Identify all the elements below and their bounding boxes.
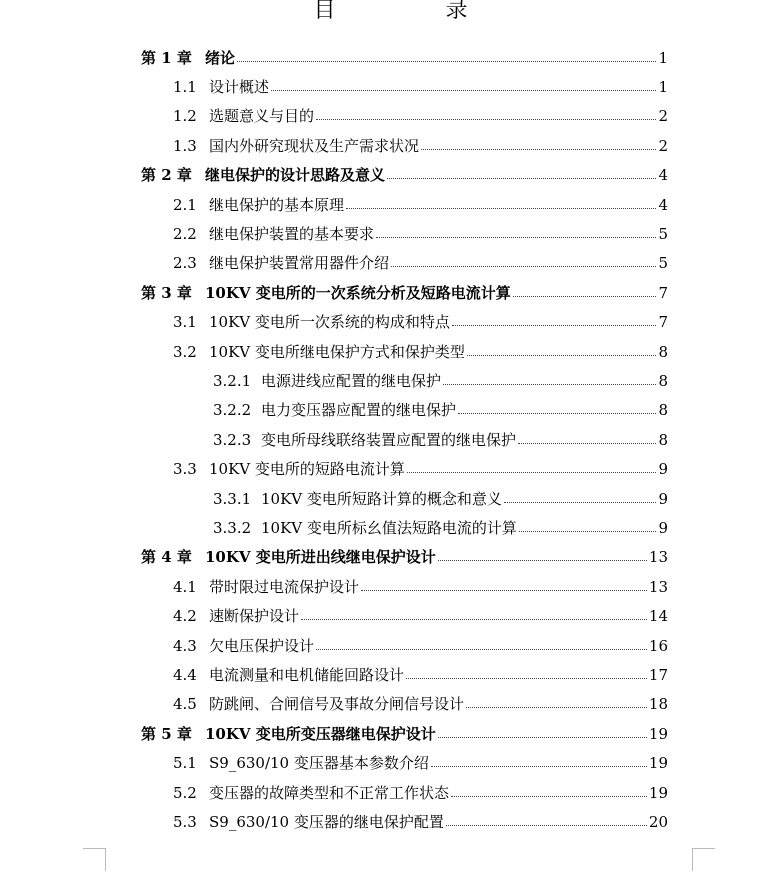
toc-leader-dots bbox=[376, 236, 656, 238]
page-title: 目 录 bbox=[313, 0, 512, 23]
toc-leader-dots bbox=[452, 324, 657, 326]
toc-entry-page: 2 bbox=[658, 107, 668, 126]
toc-leader-dots bbox=[519, 530, 657, 532]
toc-entry-title: 10KV 变电所继电保护方式和保护类型 bbox=[209, 342, 465, 361]
toc-entry-page: 18 bbox=[648, 695, 668, 714]
toc-entry-page: 5 bbox=[658, 225, 668, 244]
toc-entry[interactable] bbox=[141, 543, 668, 572]
toc-entry-page: 1 bbox=[658, 48, 668, 67]
toc-entry[interactable] bbox=[213, 396, 668, 425]
toc-entry-page: 8 bbox=[658, 401, 668, 420]
toc-entry-number: 3.1 bbox=[173, 313, 197, 332]
toc-entry-number: 第 2 章 bbox=[141, 166, 192, 185]
toc-entry-number: 3.3.2 bbox=[213, 519, 252, 538]
toc-entry-number: 3.3.1 bbox=[213, 489, 252, 508]
toc-leader-dots bbox=[446, 824, 647, 826]
toc-entry-number: 3.2.2 bbox=[213, 401, 252, 420]
toc-entry-title: 10KV 变电所标幺值法短路电流的计算 bbox=[261, 519, 517, 538]
toc-entry[interactable] bbox=[173, 572, 668, 601]
toc-entry-title: 选题意义与目的 bbox=[209, 107, 315, 126]
toc-entry-title: 10KV 变电所一次系统的构成和特点 bbox=[209, 313, 450, 332]
toc-entry[interactable] bbox=[173, 807, 668, 836]
toc-entry-page: 19 bbox=[648, 724, 668, 743]
toc-entry[interactable] bbox=[173, 337, 668, 366]
toc-entry-number: 2.2 bbox=[173, 225, 197, 244]
toc-leader-dots bbox=[387, 177, 656, 179]
toc-entry-page: 8 bbox=[658, 342, 668, 361]
toc-entry-title: S9_630/10 变压器的继电保护配置 bbox=[209, 813, 444, 832]
toc-entry-title: 速断保护设计 bbox=[209, 607, 300, 626]
toc-leader-dots bbox=[438, 559, 647, 561]
toc-entry[interactable] bbox=[213, 366, 668, 395]
toc-leader-dots bbox=[504, 501, 657, 503]
toc-entry-number: 4.2 bbox=[173, 607, 197, 626]
toc-entry-title: 电流测量和电机储能回路设计 bbox=[209, 666, 405, 685]
toc-entry-number: 4.3 bbox=[173, 636, 197, 655]
toc-leader-dots bbox=[431, 765, 647, 767]
toc-entry[interactable] bbox=[173, 749, 668, 778]
toc-entry-page: 17 bbox=[648, 666, 668, 685]
toc-entry-title: 电力变压器应配置的继电保护 bbox=[261, 401, 457, 420]
toc-entry-page: 8 bbox=[658, 372, 668, 391]
toc-entry-title: 国内外研究现状及生产需求状况 bbox=[209, 136, 420, 155]
crop-mark-right bbox=[692, 848, 715, 871]
toc-entry-title: 设计概述 bbox=[209, 78, 270, 97]
toc-entry-number: 1.1 bbox=[173, 78, 197, 97]
toc-entry-page: 20 bbox=[648, 813, 668, 832]
toc-entry[interactable] bbox=[173, 602, 668, 631]
toc-leader-dots bbox=[443, 383, 656, 385]
toc-entry[interactable] bbox=[173, 249, 668, 278]
toc-entry[interactable] bbox=[173, 219, 668, 248]
toc-entry-page: 7 bbox=[658, 313, 668, 332]
toc-entry-title: 绪论 bbox=[205, 48, 236, 67]
toc-entry-title: 变压器的故障类型和不正常工作状态 bbox=[209, 783, 450, 802]
toc-entry-number: 2.1 bbox=[173, 195, 197, 214]
toc-entry[interactable] bbox=[141, 278, 668, 307]
toc-leader-dots bbox=[466, 706, 647, 708]
toc-entry[interactable] bbox=[173, 102, 668, 131]
toc-entry-number: 3.3 bbox=[173, 460, 197, 479]
toc-entry[interactable] bbox=[173, 190, 668, 219]
toc-entry-title: 10KV 变电所短路计算的概念和意义 bbox=[261, 489, 502, 508]
toc-entry-page: 16 bbox=[648, 636, 668, 655]
toc-entry-page: 14 bbox=[648, 607, 668, 626]
toc-entry[interactable] bbox=[173, 631, 668, 660]
toc-entry-number: 1.3 bbox=[173, 136, 197, 155]
toc-entry-number: 5.2 bbox=[173, 783, 197, 802]
toc-leader-dots bbox=[513, 295, 657, 297]
toc-entry-title: 欠电压保护设计 bbox=[209, 636, 315, 655]
toc-entry[interactable] bbox=[213, 513, 668, 542]
toc-entry[interactable] bbox=[141, 43, 668, 72]
toc-entry[interactable] bbox=[173, 660, 668, 689]
toc-entry-number: 4.4 bbox=[173, 666, 197, 685]
toc-entry-number: 4.5 bbox=[173, 695, 197, 714]
toc-entry-page: 2 bbox=[658, 136, 668, 155]
toc-entry-page: 9 bbox=[658, 519, 668, 538]
toc-entry-number: 4.1 bbox=[173, 577, 197, 596]
toc-entry-page: 8 bbox=[658, 430, 668, 449]
toc-entry[interactable] bbox=[213, 425, 668, 454]
toc-leader-dots bbox=[458, 412, 656, 414]
toc-entry-title: 防跳闸、合闸信号及事故分闸信号设计 bbox=[209, 695, 465, 714]
toc-entry-page: 19 bbox=[648, 783, 668, 802]
toc-leader-dots bbox=[451, 795, 647, 797]
toc-entry[interactable] bbox=[173, 72, 668, 101]
toc-entry-title: 10KV 变电所的一次系统分析及短路电流计算 bbox=[205, 283, 511, 302]
toc-entry-title: 带时限过电流保护设计 bbox=[209, 577, 360, 596]
toc-entry[interactable] bbox=[173, 131, 668, 160]
toc-leader-dots bbox=[406, 677, 647, 679]
toc-leader-dots bbox=[421, 148, 656, 150]
toc-entry-title: 电源进线应配置的继电保护 bbox=[261, 372, 442, 391]
toc-leader-dots bbox=[467, 354, 657, 356]
toc-leader-dots bbox=[391, 265, 656, 267]
toc-entry-number: 3.2.3 bbox=[213, 430, 252, 449]
toc-entry-number: 1.2 bbox=[173, 107, 197, 126]
toc-leader-dots bbox=[518, 442, 656, 444]
toc-entry-number: 第 3 章 bbox=[141, 283, 192, 302]
toc-entry-page: 13 bbox=[648, 548, 668, 567]
crop-mark-left bbox=[83, 848, 106, 871]
toc-entry-page: 5 bbox=[658, 254, 668, 273]
toc-entry-page: 13 bbox=[648, 577, 668, 596]
toc-entry-number: 3.2 bbox=[173, 342, 197, 361]
toc-entry[interactable] bbox=[173, 690, 668, 719]
toc-entry-title: 变电所母线联络装置应配置的继电保护 bbox=[261, 430, 517, 449]
toc-entry-page: 7 bbox=[658, 283, 668, 302]
toc-leader-dots bbox=[237, 60, 656, 62]
toc-entry-number: 第 4 章 bbox=[141, 548, 192, 567]
toc-entry-page: 19 bbox=[648, 754, 668, 773]
toc-entry-number: 2.3 bbox=[173, 254, 197, 273]
toc-entry-title: 继电保护的设计思路及意义 bbox=[205, 166, 386, 185]
toc-entry[interactable] bbox=[173, 308, 668, 337]
toc-entry[interactable] bbox=[141, 161, 668, 190]
toc-entry-title: S9_630/10 变压器基本参数介绍 bbox=[209, 754, 429, 773]
toc-entry-number: 3.2.1 bbox=[213, 372, 252, 391]
toc-leader-dots bbox=[316, 118, 656, 120]
toc-entry-title: 10KV 变电所的短路电流计算 bbox=[209, 460, 405, 479]
toc-leader-dots bbox=[438, 736, 647, 738]
toc-entry-number: 第 5 章 bbox=[141, 724, 192, 743]
toc-entry-title: 10KV 变电所进出线继电保护设计 bbox=[205, 548, 436, 567]
toc-leader-dots bbox=[407, 471, 657, 473]
toc-leader-dots bbox=[271, 89, 656, 91]
toc-entry-number: 5.3 bbox=[173, 813, 197, 832]
toc-leader-dots bbox=[346, 207, 656, 209]
toc-entry-page: 1 bbox=[658, 78, 668, 97]
toc-entry-title: 继电保护的基本原理 bbox=[209, 195, 345, 214]
toc-entry-title: 继电保护装置常用器件介绍 bbox=[209, 254, 390, 273]
toc-entry-title: 10KV 变电所变压器继电保护设计 bbox=[205, 724, 436, 743]
toc-entry-number: 第 1 章 bbox=[141, 48, 192, 67]
toc-entry[interactable] bbox=[173, 455, 668, 484]
toc-leader-dots bbox=[361, 589, 647, 591]
toc-entry-page: 9 bbox=[658, 489, 668, 508]
toc-entry-page: 4 bbox=[658, 166, 668, 185]
toc-entry[interactable] bbox=[141, 719, 668, 748]
toc-leader-dots bbox=[301, 618, 647, 620]
toc-entry[interactable] bbox=[213, 484, 668, 513]
toc-entry-page: 9 bbox=[658, 460, 668, 479]
toc-entry-page: 4 bbox=[658, 195, 668, 214]
toc-leader-dots bbox=[316, 648, 647, 650]
toc-entry-title: 继电保护装置的基本要求 bbox=[209, 225, 375, 244]
toc-entry-number: 5.1 bbox=[173, 754, 197, 773]
toc-entry[interactable] bbox=[173, 778, 668, 807]
